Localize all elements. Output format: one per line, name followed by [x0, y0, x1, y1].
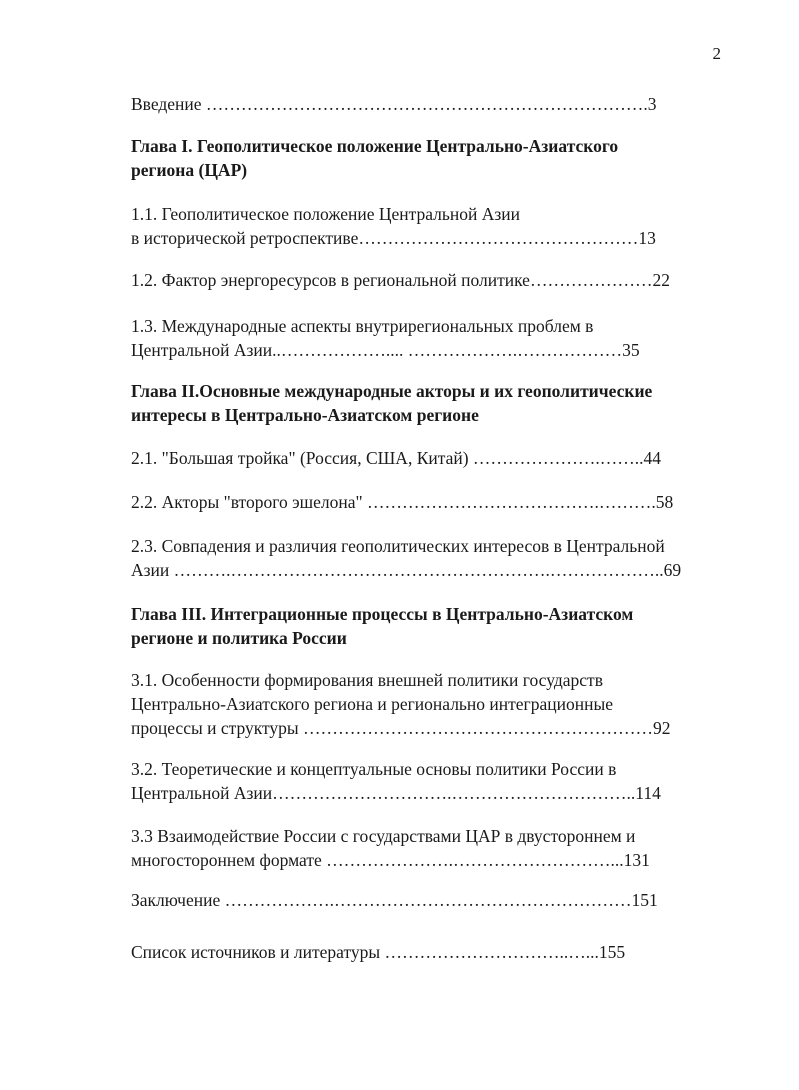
toc-entry-2-3 [131, 534, 731, 582]
toc-entry-conclusion [131, 888, 731, 912]
toc-entry-3-2 [131, 757, 731, 805]
toc-entry-1-3 [131, 314, 731, 362]
toc-entry-intro-label: Введение [131, 94, 202, 114]
toc-entry-2-3-line-1: 2.3. Совпадения и различия геополитических интересов в Центральной [131, 536, 665, 556]
toc-entry-1-1-line-2: в исторической ретроспективе…………………………………………13 [131, 228, 656, 248]
toc-entry-1-3-line-1: 1.3. Международные аспекты внутрирегиональных проблем в [131, 316, 594, 336]
toc-entry-3-2-line-2: Центральной Азии………………………….…………………………..114 [131, 783, 661, 803]
toc-entry-1-1 [131, 202, 731, 250]
chapter-2-heading [131, 379, 731, 427]
toc-entry-2-2-line-1: 2.2. Акторы "второго эшелона" ………………………………….……….58 [131, 492, 674, 512]
toc-entry-1-1-line-1: 1.1. Геополитическое положение Центральной Азии [131, 204, 520, 224]
chapter-3-heading [131, 602, 731, 650]
toc-entry-1-3-line-2: Центральной Азии..……………….... ……………….………………35 [131, 340, 640, 360]
chapter-1-heading [131, 134, 731, 182]
toc-entry-3-2-line-1: 3.2. Теоретические и концептуальные основы политики России в [131, 759, 617, 779]
toc-entry-3-1 [131, 668, 731, 740]
toc-entry-3-3-line-1: 3.3 Взаимодействие России с государствами ЦАР в двустороннем и [131, 826, 636, 846]
toc-entry-sources [131, 940, 731, 964]
toc-entry-intro [131, 92, 731, 116]
toc-entry-1-2 [131, 268, 731, 292]
toc-entry-3-1-line-2: Центрально-Азиатского региона и регионально интеграционные [131, 694, 613, 714]
chapter-1-line-2: региона (ЦАР) [131, 160, 248, 180]
toc-entry-3-3 [131, 824, 731, 872]
chapter-1-line-1: Глава I. Геополитическое положение Центрально-Азиатского [131, 136, 619, 156]
toc-entry-2-1-line-1: 2.1. "Большая тройка" (Россия, США, Китай) ………………….……..44 [131, 448, 662, 468]
chapter-2-line-2: интересы в Центрально-Азиатском регионе [131, 405, 479, 425]
toc-entry-3-1-line-3: процессы и структуры ……………………………………………………92 [131, 718, 671, 738]
chapter-3-line-2: регионе и политика России [131, 628, 347, 648]
chapter-2-line-1: Глава II.Основные международные акторы и их геополитические [131, 381, 653, 401]
toc-entry-conclusion-line-1: Заключение ……………….……………………………………………151 [131, 890, 658, 910]
toc-entry-2-2 [131, 490, 731, 514]
page-number: 2 [712, 44, 721, 63]
toc-entry-1-2-line-1: 1.2. Фактор энергоресурсов в региональной политике…………………22 [131, 270, 670, 290]
toc-entry-3-1-line-1: 3.1. Особенности формирования внешней политики государств [131, 670, 603, 690]
toc-entry-sources-line-1: Список источников и литературы …………………………..…...155 [131, 942, 626, 962]
toc-entry-3-3-line-2: многостороннем формате ………………….………………………...131 [131, 850, 650, 870]
chapter-3-line-1: Глава III. Интеграционные процессы в Центрально-Азиатском [131, 604, 634, 624]
toc-entry-2-1 [131, 446, 731, 470]
toc-entry-intro-dots: ………………………………………………………………….3 [201, 94, 657, 114]
toc-entry-2-3-line-2: Азии ……….……………………………………………….………………..69 [131, 560, 682, 580]
